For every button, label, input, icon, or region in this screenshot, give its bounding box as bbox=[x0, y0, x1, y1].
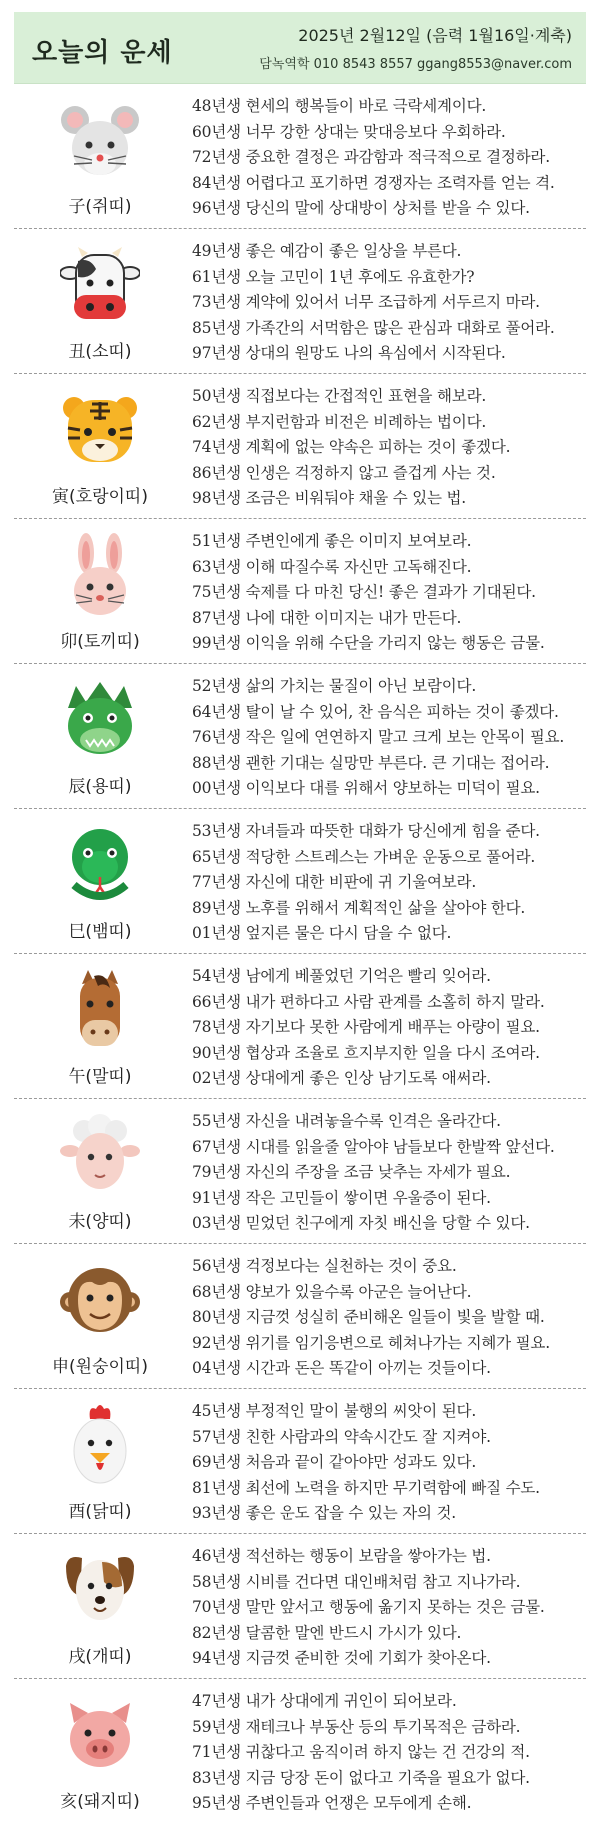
sign-row-horse bbox=[14, 954, 586, 1099]
fortune-line: 55년생 자신을 내려놓을수록 인격은 올라간다. bbox=[192, 1112, 501, 1130]
fortune-line: 56년생 걱정보다는 실천하는 것이 중요. bbox=[192, 1257, 457, 1275]
sign-row-rat bbox=[14, 84, 586, 229]
fortune-line: 71년생 귀찮다고 움직이려 하지 않는 건 건강의 적. bbox=[192, 1743, 530, 1762]
fortune-line: 88년생 괜한 기대는 실망만 부른다. 큰 기대는 접어라. bbox=[192, 753, 550, 772]
fortune-line: 69년생 처음과 끝이 같아야만 성과도 있다. bbox=[192, 1453, 477, 1472]
fortune-line: 58년생 시비를 건다면 대인배처럼 참고 지나가라. bbox=[192, 1572, 521, 1591]
fortune-line: 98년생 조금은 비워둬야 채울 수 있는 법. bbox=[192, 489, 467, 508]
sign-label: 子(쥐띠) bbox=[68, 197, 132, 217]
fortune-line: 94년생 지금껏 준비한 것에 기회가 찾아온다. bbox=[192, 1649, 491, 1668]
fortune-lines bbox=[192, 239, 582, 367]
sign-row-snake bbox=[14, 809, 586, 954]
sign-label: 辰(용띠) bbox=[68, 777, 132, 797]
fortune-line: 47년생 내가 상대에게 귀인이 되어보라. bbox=[192, 1692, 457, 1710]
sign-label: 丑(소띠) bbox=[68, 342, 132, 362]
sheep-icon bbox=[60, 1113, 140, 1197]
fortune-lines bbox=[192, 1689, 582, 1817]
sign-label: 巳(뱀띠) bbox=[68, 922, 132, 942]
page-title: 오늘의 운세 bbox=[32, 38, 173, 68]
fortune-line: 52년생 삶의 가치는 물질이 아닌 보람이다. bbox=[192, 677, 477, 695]
fortune-lines bbox=[192, 529, 582, 657]
fortune-line: 73년생 계약에 있어서 너무 조급하게 서두르지 마라. bbox=[192, 293, 540, 312]
fortune-line: 62년생 부지런함과 비전은 비례하는 법이다. bbox=[192, 412, 487, 431]
fortune-line: 63년생 이해 따질수록 자신만 고독해진다. bbox=[192, 557, 472, 576]
fortune-lines bbox=[192, 1254, 582, 1382]
sign-label: 申(원숭이띠) bbox=[52, 1357, 148, 1377]
fortune-line: 87년생 나에 대한 이미지는 내가 만든다. bbox=[192, 608, 462, 627]
fortune-line: 02년생 상대에게 좋은 인상 남기도록 애써라. bbox=[192, 1069, 491, 1088]
fortune-line: 45년생 부정적인 말이 불행의 씨앗이 된다. bbox=[192, 1402, 477, 1420]
sign-label: 亥(돼지띠) bbox=[60, 1792, 140, 1812]
fortune-line: 68년생 양보가 있을수록 아군은 늘어난다. bbox=[192, 1282, 472, 1301]
tiger-icon bbox=[60, 388, 140, 472]
rabbit-icon bbox=[60, 533, 140, 617]
fortune-line: 65년생 적당한 스트레스는 가벼운 운동으로 풀어라. bbox=[192, 847, 536, 866]
fortune-lines bbox=[192, 94, 582, 222]
animal-cell bbox=[20, 1244, 180, 1388]
fortune-line: 96년생 당신의 말에 상대방이 상처를 받을 수 있다. bbox=[192, 199, 530, 218]
fortune-line: 74년생 계획에 없는 약속은 피하는 것이 좋겠다. bbox=[192, 438, 511, 457]
horse-icon bbox=[60, 968, 140, 1052]
sign-label: 寅(호랑이띠) bbox=[52, 487, 148, 507]
sign-row-dog bbox=[14, 1534, 586, 1679]
pig-icon bbox=[60, 1693, 140, 1777]
fortune-line: 75년생 숙제를 다 마친 당신! 좋은 결과가 기대된다. bbox=[192, 583, 536, 602]
fortune-line: 64년생 탈이 날 수 있어, 찬 음식은 피하는 것이 좋겠다. bbox=[192, 702, 559, 721]
fortune-line: 79년생 자신의 주장을 조금 낮추는 자세가 필요. bbox=[192, 1163, 511, 1182]
fortune-line: 60년생 너무 강한 상대는 맞대응보다 우회하라. bbox=[192, 122, 506, 141]
fortune-line: 77년생 자신에 대한 비판에 귀 기울여보라. bbox=[192, 873, 477, 892]
fortune-line: 57년생 친한 사람과의 약속시간도 잘 지켜야. bbox=[192, 1427, 491, 1446]
fortune-line: 70년생 말만 앞서고 행동에 옮기지 못하는 것은 금물. bbox=[192, 1598, 545, 1617]
fortune-line: 82년생 달콤한 말엔 반드시 가시가 있다. bbox=[192, 1623, 462, 1642]
sign-label: 戌(개띠) bbox=[68, 1647, 132, 1667]
sign-label: 卯(토끼띠) bbox=[60, 632, 140, 652]
fortune-line: 49년생 좋은 예감이 좋은 일상을 부른다. bbox=[192, 242, 462, 260]
rat-icon bbox=[60, 98, 140, 182]
fortune-line: 92년생 위기를 임기응변으로 헤쳐나가는 지혜가 필요. bbox=[192, 1333, 550, 1352]
animal-cell bbox=[20, 1679, 180, 1823]
fortune-line: 50년생 직접보다는 간접적인 표현을 해보라. bbox=[192, 387, 487, 405]
fortune-line: 53년생 자녀들과 따뜻한 대화가 당신에게 힘을 준다. bbox=[192, 822, 540, 840]
fortune-lines bbox=[192, 674, 582, 802]
animal-cell bbox=[20, 229, 180, 373]
fortune-lines bbox=[192, 819, 582, 947]
fortune-lines bbox=[192, 384, 582, 512]
fortune-line: 72년생 중요한 결정은 과감함과 적극적으로 결정하라. bbox=[192, 148, 550, 167]
fortune-line: 01년생 엎지른 물은 다시 담을 수 없다. bbox=[192, 924, 452, 943]
fortune-line: 67년생 시대를 읽을줄 알아야 남들보다 한발짝 앞선다. bbox=[192, 1137, 555, 1156]
fortune-line: 80년생 지금껏 성실히 준비해온 일들이 빛을 발할 때. bbox=[192, 1308, 545, 1327]
sign-row-ox bbox=[14, 229, 586, 374]
fortune-line: 54년생 남에게 베풀었던 기억은 빨리 잊어라. bbox=[192, 967, 491, 985]
fortune-line: 46년생 적선하는 행동이 보람을 쌓아가는 법. bbox=[192, 1547, 491, 1565]
fortune-lines bbox=[192, 1544, 582, 1672]
fortune-line: 99년생 이익을 위해 수단을 가리지 않는 행동은 금물. bbox=[192, 634, 545, 653]
fortune-line: 93년생 좋은 운도 잡을 수 있는 자의 것. bbox=[192, 1504, 456, 1523]
animal-cell bbox=[20, 664, 180, 808]
sign-label: 未(양띠) bbox=[68, 1212, 132, 1232]
animal-cell bbox=[20, 374, 180, 518]
fortune-lines bbox=[192, 1109, 582, 1237]
contact-text: 담녹역학 010 8543 8557 ggang8553@naver.com bbox=[259, 57, 572, 72]
animal-cell bbox=[20, 954, 180, 1098]
fortune-line: 85년생 가족간의 서먹함은 많은 관심과 대화로 풀어라. bbox=[192, 318, 555, 337]
fortune-line: 81년생 최선에 노력을 하지만 무기력함에 빠질 수도. bbox=[192, 1478, 540, 1497]
sign-label: 午(말띠) bbox=[68, 1067, 132, 1087]
horoscope-list bbox=[14, 84, 586, 1823]
animal-cell bbox=[20, 1534, 180, 1678]
dog-icon bbox=[60, 1548, 140, 1632]
fortune-line: 86년생 인생은 걱정하지 않고 즐겁게 사는 것. bbox=[192, 463, 496, 482]
fortune-line: 00년생 이익보다 대를 위해서 양보하는 미덕이 필요. bbox=[192, 779, 540, 798]
sign-row-monkey bbox=[14, 1244, 586, 1389]
fortune-line: 97년생 상대의 원망도 나의 욕심에서 시작된다. bbox=[192, 344, 506, 363]
animal-cell bbox=[20, 1099, 180, 1243]
dragon-icon bbox=[60, 678, 140, 762]
fortune-lines bbox=[192, 964, 582, 1092]
sign-row-pig bbox=[14, 1679, 586, 1823]
fortune-line: 03년생 믿었던 친구에게 자칫 배신을 당할 수 있다. bbox=[192, 1214, 530, 1233]
fortune-line: 61년생 오늘 고민이 1년 후에도 유효한가? bbox=[192, 267, 475, 286]
fortune-line: 84년생 어렵다고 포기하면 경쟁자는 조력자를 얻는 격. bbox=[192, 173, 555, 192]
fortune-line: 48년생 현세의 행복들이 바로 극락세계이다. bbox=[192, 97, 487, 115]
fortune-line: 89년생 노후를 위해서 계획적인 삶을 살아야 한다. bbox=[192, 898, 526, 917]
sign-row-dragon bbox=[14, 664, 586, 809]
fortune-line: 51년생 주변인에게 좋은 이미지 보여보라. bbox=[192, 532, 472, 550]
ox-icon bbox=[60, 243, 140, 327]
header-bar bbox=[14, 12, 586, 84]
snake-icon bbox=[60, 823, 140, 907]
fortune-line: 59년생 재테크나 부동산 등의 투기목적은 금하라. bbox=[192, 1717, 521, 1736]
sign-label: 酉(닭띠) bbox=[68, 1502, 132, 1522]
fortune-line: 83년생 지금 당장 돈이 없다고 기죽을 필요가 없다. bbox=[192, 1768, 530, 1787]
sign-row-rabbit bbox=[14, 519, 586, 664]
fortune-lines bbox=[192, 1399, 582, 1527]
sign-row-tiger bbox=[14, 374, 586, 519]
animal-cell bbox=[20, 809, 180, 953]
date-text: 2025년 2월12일 (음력 1월16일·계축) bbox=[298, 26, 572, 45]
fortune-line: 78년생 자기보다 못한 사람에게 배푸는 아량이 필요. bbox=[192, 1018, 540, 1037]
fortune-line: 04년생 시간과 돈은 똑같이 아끼는 것들이다. bbox=[192, 1359, 491, 1378]
animal-cell bbox=[20, 84, 180, 228]
rooster-icon bbox=[60, 1403, 140, 1487]
sign-row-sheep bbox=[14, 1099, 586, 1244]
sign-row-rooster bbox=[14, 1389, 586, 1534]
animal-cell bbox=[20, 1389, 180, 1533]
fortune-line: 66년생 내가 편하다고 사람 관계를 소홀히 하지 말라. bbox=[192, 992, 545, 1011]
animal-cell bbox=[20, 519, 180, 663]
fortune-line: 90년생 협상과 조율로 흐지부지한 일을 다시 조여라. bbox=[192, 1043, 540, 1062]
fortune-line: 76년생 작은 일에 연연하지 말고 크게 보는 안목이 필요. bbox=[192, 728, 565, 747]
fortune-line: 95년생 주변인들과 언쟁은 모두에게 손해. bbox=[192, 1794, 472, 1813]
fortune-line: 91년생 작은 고민들이 쌓이면 우울증이 된다. bbox=[192, 1188, 491, 1207]
monkey-icon bbox=[60, 1258, 140, 1342]
